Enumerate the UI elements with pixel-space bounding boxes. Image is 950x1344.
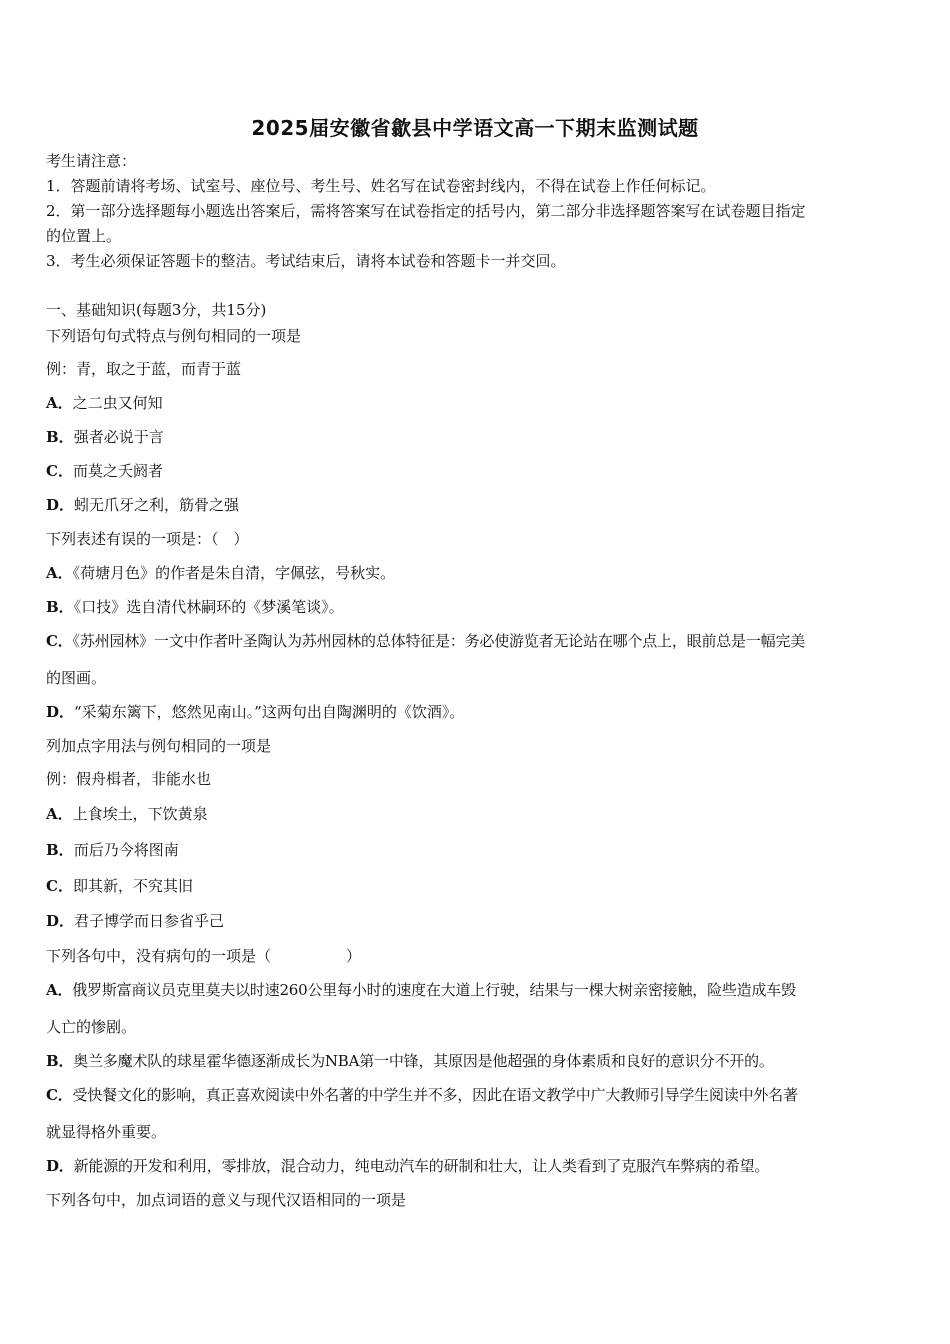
q3-option-d bbox=[46, 911, 911, 931]
option-letter: D． bbox=[46, 912, 75, 930]
option-text: 的图画。 bbox=[46, 669, 107, 687]
option-text: 俄罗斯富商议员克里莫夫以时速260公里每小时的速度在大道上行驶，结果与一棵大树亲密接触，险些造成车毁 bbox=[72, 981, 796, 999]
option-letter: C． bbox=[46, 632, 73, 650]
option-text: 而后乃今将图南 bbox=[73, 841, 179, 859]
option-text: 蚓无爪牙之利，筋骨之强 bbox=[74, 496, 240, 514]
notice-item-1: 1．答题前请将考场、试室号、座位号、考生号、姓名写在试卷密封线内，不得在试卷上作任何标记。 bbox=[46, 177, 716, 195]
notice-item-2-cont: 的位置上。 bbox=[46, 227, 122, 245]
option-text: 强者必说于言 bbox=[73, 428, 164, 446]
q4-option-c bbox=[46, 1085, 911, 1105]
option-letter: B． bbox=[46, 1052, 74, 1070]
q4-option-a bbox=[46, 980, 911, 1000]
option-text: “采菊东篱下，悠然见南山。”这两句出自陶渊明的《饮酒》。 bbox=[74, 703, 465, 721]
q3-option-c bbox=[46, 876, 911, 896]
q1-option-a bbox=[46, 393, 911, 413]
option-text: 上食埃土，下饮黄泉 bbox=[72, 805, 208, 823]
q2-option-b bbox=[46, 597, 911, 617]
option-text: 就显得格外重要。 bbox=[46, 1123, 167, 1141]
section-heading: 一、基础知识(每题3分，共15分) bbox=[46, 301, 267, 319]
option-text: 人亡的惨剧。 bbox=[46, 1018, 137, 1036]
option-text: 之二虫又何知 bbox=[72, 394, 163, 412]
q4-option-b bbox=[46, 1051, 911, 1071]
option-text: 《苏州园林》一文中作者叶圣陶认为苏州园林的总体特征是：务必使游览者无论站在哪个点上，眼前总是一幅完美 bbox=[72, 632, 806, 650]
q4-option-d bbox=[46, 1156, 911, 1176]
q3-option-a bbox=[46, 804, 911, 824]
option-letter: B． bbox=[46, 598, 74, 616]
option-letter: A． bbox=[46, 394, 73, 412]
notice-item-3: 3．考生必须保证答题卡的整洁。考试结束后，请将本试卷和答题卡一并交回。 bbox=[46, 252, 566, 270]
q5-stem: 下列各句中，加点词语的意义与现代汉语相同的一项是 bbox=[46, 1191, 407, 1209]
q3-option-b bbox=[46, 840, 911, 860]
option-text: 即其新，不究其旧 bbox=[72, 877, 193, 895]
option-text: 君子博学而日参省乎己 bbox=[74, 912, 225, 930]
q2-stem: 下列表述有误的一项是：（ ） bbox=[46, 530, 249, 548]
q4-option-a-cont bbox=[46, 1017, 911, 1037]
option-text: 而莫之夭阏者 bbox=[72, 462, 163, 480]
option-letter: C． bbox=[46, 877, 73, 895]
q1-stem: 下列语句句式特点与例句相同的一项是 bbox=[46, 327, 302, 345]
q1-option-c bbox=[46, 461, 911, 481]
option-text: 奥兰多魔术队的球星霍华德逐渐成长为NBA第一中锋，其原因是他超强的身体素质和良好的意识分不开的。 bbox=[73, 1052, 774, 1070]
page-title: 2025届安徽省歙县中学语文高一下期末监测试题 bbox=[251, 116, 699, 140]
option-letter: C． bbox=[46, 462, 73, 480]
q1-example: 例：青，取之于蓝，而青于蓝 bbox=[46, 360, 242, 378]
q3-stem: 列加点字用法与例句相同的一项是 bbox=[46, 737, 272, 755]
notice-heading: 考生请注意： bbox=[46, 152, 137, 170]
q2-option-a bbox=[46, 563, 911, 583]
option-letter: D． bbox=[46, 703, 75, 721]
option-letter: D． bbox=[46, 1157, 74, 1175]
notice-item-2: 2．第一部分选择题每小题选出答案后，需将答案写在试卷指定的括号内，第二部分非选择题答案写在试卷题目指定 bbox=[46, 202, 806, 220]
q4-option-c-cont bbox=[46, 1122, 911, 1142]
option-letter: D． bbox=[46, 496, 75, 514]
option-letter: B． bbox=[46, 428, 74, 446]
option-letter: A． bbox=[46, 981, 73, 999]
option-text: 《荷塘月色》的作者是朱自清，字佩弦，号秋实。 bbox=[72, 564, 396, 582]
option-letter: A． bbox=[46, 805, 73, 823]
q2-option-c-cont bbox=[46, 668, 911, 688]
q4-stem: 下列各句中，没有病句的一项是（ ） bbox=[46, 947, 362, 965]
option-text: 《口技》选自清代林嗣环的《梦溪笔谈》。 bbox=[73, 598, 344, 616]
q1-option-d bbox=[46, 495, 911, 515]
q3-example: 例：假舟楫者，非能水也 bbox=[46, 770, 212, 788]
option-text: 新能源的开发和利用，零排放，混合动力，纯电动汽车的研制和壮大，让人类看到了克服汽车弊病的希望。 bbox=[73, 1157, 770, 1175]
option-letter: B． bbox=[46, 841, 74, 859]
q2-option-c bbox=[46, 631, 911, 651]
option-letter: C． bbox=[46, 1086, 73, 1104]
option-text: 受快餐文化的影响，真正喜欢阅读中外名著的中学生并不多，因此在语文教学中广大教师引导学生阅读中外名著 bbox=[72, 1086, 798, 1104]
q1-option-b bbox=[46, 427, 911, 447]
option-letter: A． bbox=[46, 564, 73, 582]
q2-option-d bbox=[46, 702, 911, 722]
